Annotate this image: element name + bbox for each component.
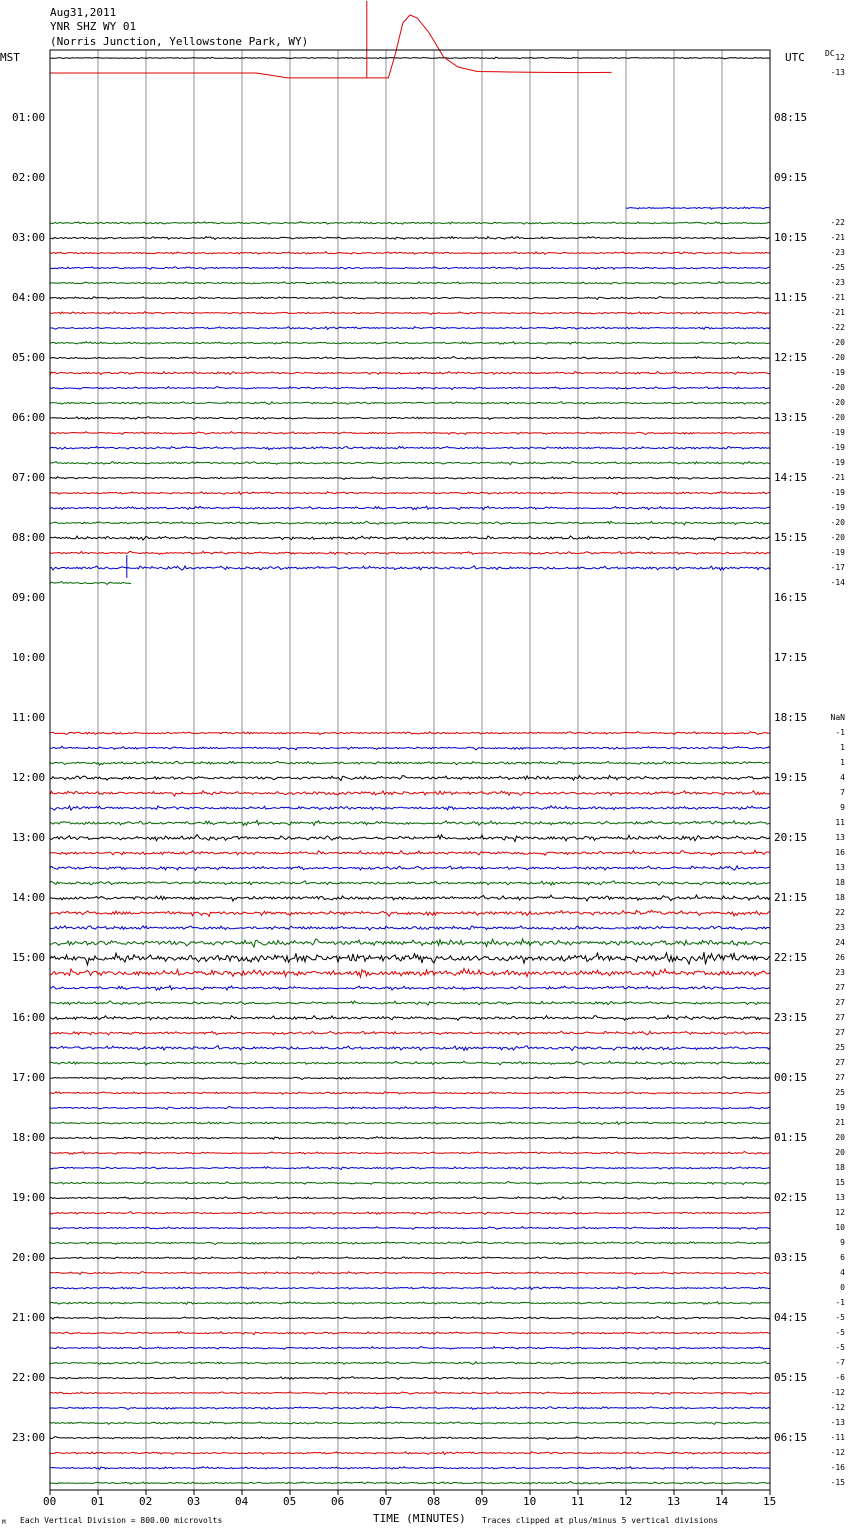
dc-offset-label: 21 bbox=[835, 1118, 845, 1127]
dc-offset-label: -13 bbox=[830, 1418, 845, 1427]
trace-row-82 bbox=[50, 1287, 770, 1290]
dc-offset-label: -19 bbox=[830, 428, 845, 437]
dc-offset-label: 27 bbox=[835, 1013, 845, 1022]
dc-offset-label: 26 bbox=[835, 953, 845, 962]
x-axis-title: TIME (MINUTES) bbox=[373, 1512, 466, 1525]
dc-offset-label: -12 bbox=[830, 1403, 845, 1412]
dc-offset-label: 9 bbox=[840, 1238, 845, 1247]
trace-row-29 bbox=[50, 492, 770, 495]
x-tick-label-15: 15 bbox=[763, 1495, 777, 1508]
trace-row-26 bbox=[50, 447, 770, 450]
utc-hour-label: 08:15 bbox=[774, 111, 808, 124]
trace-row-77 bbox=[50, 1212, 770, 1215]
dc-offset-label: -21 bbox=[830, 233, 845, 242]
trace-row-33 bbox=[50, 551, 770, 554]
utc-hour-label: 17:15 bbox=[774, 651, 808, 664]
trace-row-72 bbox=[50, 1137, 770, 1140]
x-tick-label-08: 08 bbox=[427, 1495, 441, 1508]
trace-row-71 bbox=[50, 1122, 770, 1125]
dc-offset-label: -13 bbox=[830, 68, 845, 77]
dc-offset-label: -1 bbox=[835, 1298, 845, 1307]
trace-row-81 bbox=[50, 1272, 770, 1275]
utc-hour-label: 06:15 bbox=[774, 1431, 808, 1444]
trace-row-89 bbox=[50, 1392, 770, 1395]
dc-offset-label: -20 bbox=[830, 338, 845, 347]
dc-offset-label: -19 bbox=[830, 368, 845, 377]
trace-row-56 bbox=[50, 895, 770, 901]
dc-title: DC bbox=[825, 49, 835, 58]
dc-offset-label: -21 bbox=[830, 293, 845, 302]
trace-row-68 bbox=[50, 1077, 770, 1080]
mst-hour-label: 11:00 bbox=[12, 711, 46, 724]
dc-offset-label: -25 bbox=[830, 263, 845, 272]
x-tick-label-04: 04 bbox=[235, 1495, 249, 1508]
mst-hour-label: 05:00 bbox=[12, 351, 46, 364]
trace-row-95 bbox=[50, 1482, 770, 1485]
dc-offset-label: 13 bbox=[835, 833, 845, 842]
dc-offset-label: 15 bbox=[835, 1178, 845, 1187]
mst-hour-label: 01:00 bbox=[12, 111, 46, 124]
trace-row-14 bbox=[50, 267, 770, 270]
dc-offset-label: 27 bbox=[835, 1028, 845, 1037]
left-axis-title: MST bbox=[0, 51, 20, 64]
mst-hour-label: 18:00 bbox=[12, 1131, 46, 1144]
corner-mark: M bbox=[2, 1519, 6, 1526]
trace-row-45 bbox=[50, 732, 770, 735]
mst-hour-label: 19:00 bbox=[12, 1191, 46, 1204]
trace-row-24 bbox=[50, 417, 770, 420]
dc-offset-label: -21 bbox=[830, 308, 845, 317]
dc-offset-label: -1 bbox=[835, 728, 845, 737]
dc-offset-label: -19 bbox=[830, 458, 845, 467]
trace-row-62 bbox=[50, 986, 770, 991]
utc-hour-label: 02:15 bbox=[774, 1191, 808, 1204]
header-date: Aug31,2011 bbox=[50, 6, 117, 19]
trace-row-86 bbox=[50, 1347, 770, 1350]
trace-row-66 bbox=[50, 1046, 770, 1051]
dc-offset-label: -11 bbox=[830, 1433, 845, 1442]
x-axis-ticks bbox=[50, 1490, 770, 1495]
trace-row-34 bbox=[50, 555, 770, 578]
dc-offset-label: 19 bbox=[835, 1103, 845, 1112]
dc-offset-label: -22 bbox=[830, 323, 845, 332]
trace-row-0 bbox=[50, 57, 770, 59]
dc-offset-label: NaN bbox=[830, 713, 845, 722]
mst-hour-label: 08:00 bbox=[12, 531, 46, 544]
trace-row-88 bbox=[50, 1377, 770, 1380]
dc-offset-label: -19 bbox=[830, 488, 845, 497]
trace-row-48 bbox=[50, 775, 770, 780]
mst-hour-label: 12:00 bbox=[12, 771, 46, 784]
trace-row-91 bbox=[50, 1422, 770, 1425]
trace-row-13 bbox=[50, 252, 770, 255]
x-tick-label-03: 03 bbox=[187, 1495, 201, 1508]
trace-row-80 bbox=[50, 1257, 770, 1259]
trace-row-23 bbox=[50, 402, 770, 405]
x-tick-label-06: 06 bbox=[331, 1495, 345, 1508]
trace-row-94 bbox=[50, 1467, 770, 1470]
trace-row-57 bbox=[50, 910, 770, 916]
utc-hour-label: 05:15 bbox=[774, 1371, 808, 1384]
trace-row-60 bbox=[50, 952, 770, 965]
utc-hour-label: 19:15 bbox=[774, 771, 808, 784]
mst-hour-label: 17:00 bbox=[12, 1071, 46, 1084]
dc-offset-label: 18 bbox=[835, 878, 845, 887]
mst-hour-label: 03:00 bbox=[12, 231, 46, 244]
trace-row-74 bbox=[50, 1167, 770, 1170]
utc-hour-label: 13:15 bbox=[774, 411, 808, 424]
trace-row-63 bbox=[50, 1001, 770, 1005]
utc-hour-label: 16:15 bbox=[774, 591, 808, 604]
dc-offset-label: -7 bbox=[835, 1358, 845, 1367]
trace-row-52 bbox=[50, 835, 770, 842]
trace-row-30 bbox=[50, 506, 770, 510]
dc-offset-label: 24 bbox=[835, 938, 845, 947]
dc-offset-label: 4 bbox=[840, 773, 845, 782]
trace-row-59 bbox=[50, 939, 770, 947]
dc-offset-label: 20 bbox=[835, 1133, 845, 1142]
trace-row-61 bbox=[50, 969, 770, 978]
grid-lines bbox=[98, 50, 722, 1490]
trace-row-83 bbox=[50, 1302, 770, 1305]
trace-row-18 bbox=[50, 327, 770, 330]
mst-hour-label: 23:00 bbox=[12, 1431, 46, 1444]
trace-row-76 bbox=[50, 1197, 770, 1200]
seismic-traces bbox=[50, 1, 770, 1484]
dc-offset-label: 7 bbox=[840, 788, 845, 797]
x-tick-label-02: 02 bbox=[139, 1495, 153, 1508]
utc-hour-label: 20:15 bbox=[774, 831, 808, 844]
trace-row-70 bbox=[50, 1107, 770, 1110]
dc-offset-label: -12 bbox=[830, 1448, 845, 1457]
trace-row-12 bbox=[50, 237, 770, 240]
dc-offset-label: -6 bbox=[835, 1373, 845, 1382]
dc-offset-label: -20 bbox=[830, 518, 845, 527]
dc-offset-label: 12 bbox=[835, 1208, 845, 1217]
trace-row-54 bbox=[50, 866, 770, 870]
trace-row-67 bbox=[50, 1061, 770, 1065]
x-tick-label-12: 12 bbox=[619, 1495, 633, 1508]
trace-row-31 bbox=[50, 521, 770, 525]
dc-offset-label: 27 bbox=[835, 1073, 845, 1082]
dc-offset-label: -5 bbox=[835, 1328, 845, 1337]
plot-frame bbox=[50, 50, 770, 1490]
trace-row-90 bbox=[50, 1407, 770, 1410]
dc-offset-label: -19 bbox=[830, 503, 845, 512]
mst-hour-label: 22:00 bbox=[12, 1371, 46, 1384]
trace-row-58 bbox=[50, 926, 770, 930]
mst-hour-label: 06:00 bbox=[12, 411, 46, 424]
trace-row-11 bbox=[50, 222, 770, 225]
dc-offset-label: -20 bbox=[830, 383, 845, 392]
utc-hour-label: 14:15 bbox=[774, 471, 808, 484]
dc-offset-label: 12 bbox=[835, 53, 845, 62]
trace-row-16 bbox=[50, 297, 770, 300]
trace-row-25 bbox=[50, 432, 770, 435]
trace-row-49 bbox=[50, 791, 770, 796]
trace-row-85 bbox=[50, 1332, 770, 1335]
utc-hour-label: 15:15 bbox=[774, 531, 808, 544]
mst-hour-label: 07:00 bbox=[12, 471, 46, 484]
dc-offset-label: -17 bbox=[830, 563, 845, 572]
mst-hour-label: 09:00 bbox=[12, 591, 46, 604]
trace-row-75 bbox=[50, 1182, 770, 1185]
dc-offset-label: 0 bbox=[840, 1283, 845, 1292]
x-tick-label-13: 13 bbox=[667, 1495, 681, 1508]
trace-row-50 bbox=[50, 806, 770, 811]
dc-offset-label: 22 bbox=[835, 908, 845, 917]
dc-offset-label: 4 bbox=[840, 1268, 845, 1277]
dc-offset-label: 6 bbox=[840, 1253, 845, 1262]
dc-offset-label: 23 bbox=[835, 968, 845, 977]
right-axis-title: UTC bbox=[785, 51, 805, 64]
dc-offset-label: -20 bbox=[830, 533, 845, 542]
dc-offset-label: 13 bbox=[835, 1193, 845, 1202]
utc-hour-label: 04:15 bbox=[774, 1311, 808, 1324]
trace-row-35 bbox=[50, 582, 131, 585]
trace-row-65 bbox=[50, 1031, 770, 1035]
utc-hour-label: 21:15 bbox=[774, 891, 808, 904]
mst-hour-label: 21:00 bbox=[12, 1311, 46, 1324]
footer-right-note: Traces clipped at plus/minus 5 vertical divisions bbox=[482, 1516, 719, 1525]
trace-row-27 bbox=[50, 462, 770, 465]
utc-hour-label: 01:15 bbox=[774, 1131, 808, 1144]
trace-row-47 bbox=[50, 761, 770, 765]
trace-row-21 bbox=[50, 372, 770, 375]
dc-offset-label: 1 bbox=[840, 758, 845, 767]
trace-row-28 bbox=[50, 477, 770, 480]
dc-offset-label: -5 bbox=[835, 1313, 845, 1322]
trace-row-87 bbox=[50, 1362, 770, 1365]
dc-offset-label: -23 bbox=[830, 278, 845, 287]
dc-offset-label: 20 bbox=[835, 1148, 845, 1157]
mst-hour-label: 14:00 bbox=[12, 891, 46, 904]
dc-offset-label: 25 bbox=[835, 1043, 845, 1052]
mst-hour-label: 20:00 bbox=[12, 1251, 46, 1264]
trace-row-73 bbox=[50, 1152, 770, 1155]
dc-offset-label: -20 bbox=[830, 353, 845, 362]
dc-offset-label: 10 bbox=[835, 1223, 845, 1232]
x-tick-label-01: 01 bbox=[91, 1495, 105, 1508]
trace-row-53 bbox=[50, 850, 770, 855]
dc-offset-label: -14 bbox=[830, 578, 845, 587]
trace-row-92 bbox=[50, 1437, 770, 1440]
x-tick-label-09: 09 bbox=[475, 1495, 489, 1508]
dc-offset-label: 11 bbox=[835, 818, 845, 827]
dc-offset-label: -21 bbox=[830, 473, 845, 482]
mst-hour-label: 13:00 bbox=[12, 831, 46, 844]
utc-hour-label: 12:15 bbox=[774, 351, 808, 364]
trace-row-55 bbox=[50, 881, 770, 885]
trace-row-10 bbox=[626, 207, 770, 209]
utc-hour-label: 00:15 bbox=[774, 1071, 808, 1084]
dc-offset-label: 16 bbox=[835, 848, 845, 857]
dc-offset-label: 18 bbox=[835, 1163, 845, 1172]
header-station: YNR SHZ WY 01 bbox=[50, 20, 137, 33]
dc-offset-label: 9 bbox=[840, 803, 845, 812]
dc-offset-label: 27 bbox=[835, 998, 845, 1007]
utc-hour-label: 22:15 bbox=[774, 951, 808, 964]
x-tick-label-10: 10 bbox=[523, 1495, 537, 1508]
trace-row-93 bbox=[50, 1452, 770, 1455]
dc-offset-label: -19 bbox=[830, 548, 845, 557]
trace-row-84 bbox=[50, 1317, 770, 1320]
trace-row-69 bbox=[50, 1092, 770, 1094]
trace-row-64 bbox=[50, 1015, 770, 1020]
dc-offset-label: 1 bbox=[840, 743, 845, 752]
trace-row-79 bbox=[50, 1242, 770, 1245]
x-tick-label-07: 07 bbox=[379, 1495, 393, 1508]
dc-offset-label: 27 bbox=[835, 983, 845, 992]
header-location: (Norris Junction, Yellowstone Park, WY) bbox=[50, 35, 309, 48]
trace-row-20 bbox=[50, 357, 770, 360]
dc-offset-label: 27 bbox=[835, 1058, 845, 1067]
x-tick-label-05: 05 bbox=[283, 1495, 297, 1508]
dc-offset-label: -23 bbox=[830, 248, 845, 257]
mst-hour-label: 15:00 bbox=[12, 951, 46, 964]
trace-row-15 bbox=[50, 282, 770, 285]
trace-row-32 bbox=[50, 536, 770, 540]
dc-offset-label: -20 bbox=[830, 413, 845, 422]
mst-hour-label: 10:00 bbox=[12, 651, 46, 664]
dc-offset-label: 18 bbox=[835, 893, 845, 902]
x-tick-label-00: 00 bbox=[43, 1495, 57, 1508]
mst-hour-label: 16:00 bbox=[12, 1011, 46, 1024]
trace-row-78 bbox=[50, 1227, 770, 1230]
x-tick-label-14: 14 bbox=[715, 1495, 729, 1508]
dc-offset-label: -19 bbox=[830, 443, 845, 452]
footer-left-note: Each Vertical Division = 800.00 microvolts bbox=[20, 1516, 223, 1525]
utc-hour-label: 09:15 bbox=[774, 171, 808, 184]
dc-offset-label: -15 bbox=[830, 1478, 845, 1487]
dc-offset-label: -16 bbox=[830, 1463, 845, 1472]
utc-hour-label: 03:15 bbox=[774, 1251, 808, 1264]
dc-offset-label: 25 bbox=[835, 1088, 845, 1097]
dc-offset-label: -22 bbox=[830, 218, 845, 227]
trace-row-51 bbox=[50, 820, 770, 825]
utc-hour-label: 10:15 bbox=[774, 231, 808, 244]
dc-offset-label: -20 bbox=[830, 398, 845, 407]
utc-hour-label: 11:15 bbox=[774, 291, 808, 304]
trace-row-46 bbox=[50, 746, 770, 750]
utc-hour-label: 23:15 bbox=[774, 1011, 808, 1024]
x-tick-label-11: 11 bbox=[571, 1495, 585, 1508]
trace-row-22 bbox=[50, 387, 770, 390]
mst-hour-label: 02:00 bbox=[12, 171, 46, 184]
trace-row-19 bbox=[50, 342, 770, 345]
dc-offset-label: -12 bbox=[830, 1388, 845, 1397]
dc-offset-label: 13 bbox=[835, 863, 845, 872]
dc-offset-label: 23 bbox=[835, 923, 845, 932]
trace-row-17 bbox=[50, 312, 770, 315]
mst-hour-label: 04:00 bbox=[12, 291, 46, 304]
dc-offset-label: -5 bbox=[835, 1343, 845, 1352]
utc-hour-label: 18:15 bbox=[774, 711, 808, 724]
